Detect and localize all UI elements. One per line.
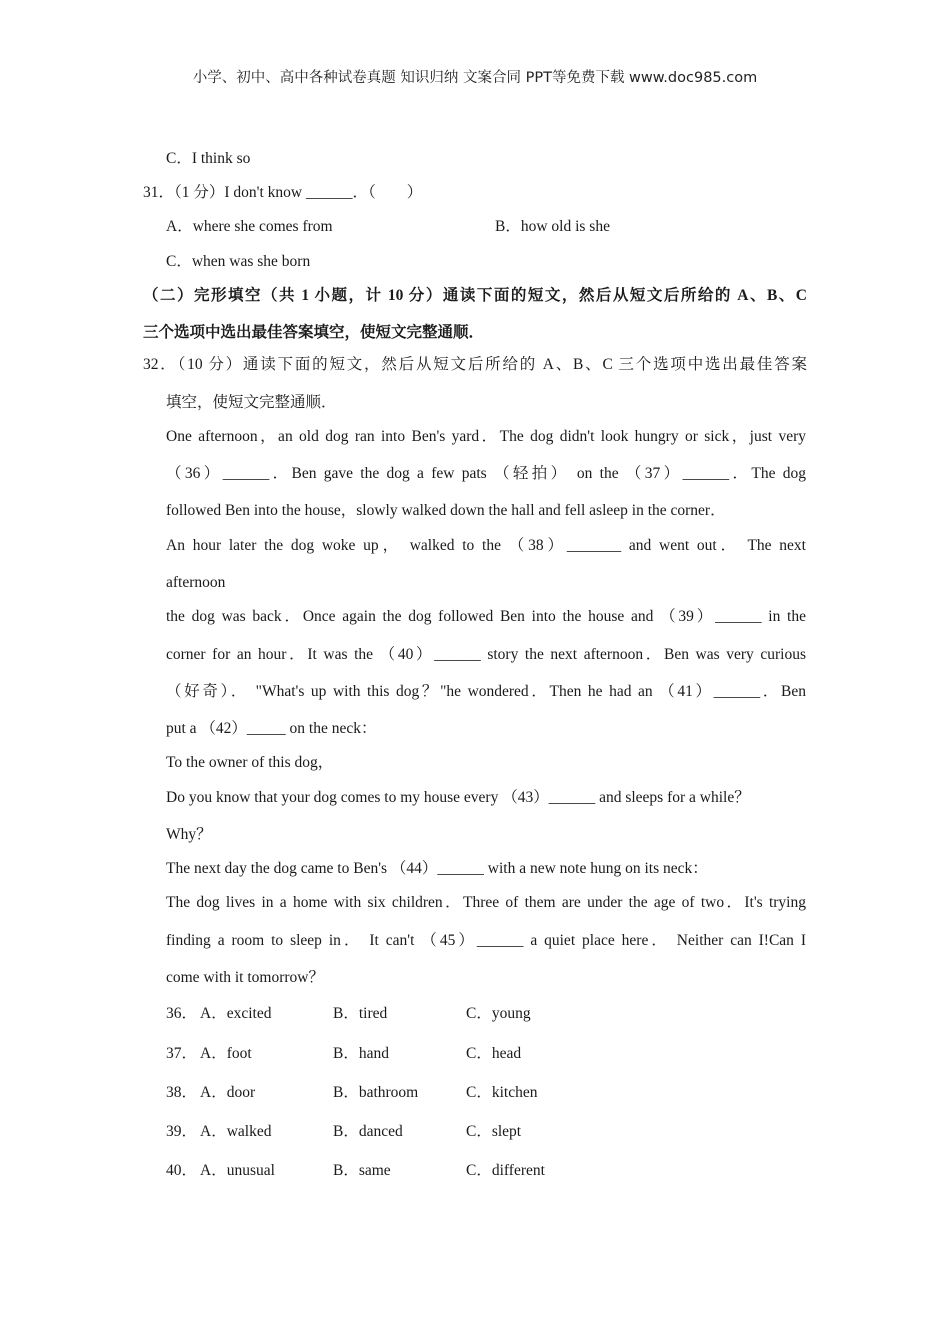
option-number: 39． (166, 1123, 198, 1140)
option-number: 36． (166, 1005, 198, 1022)
section2-heading-line1: （二）完形填空（共 1 小题，计 10 分）通读下面的短文，然后从短文后所给的 A、B、C (143, 287, 807, 304)
option-c: C．slept (466, 1123, 522, 1140)
q31-option-a: A．where she comes from (166, 218, 333, 235)
passage-line: followed Ben into the house，slowly walked down the hall and fell asleep in the corner． (166, 502, 726, 519)
q31-option-b: B．how old is she (495, 218, 610, 235)
passage-line: （36）______．Ben gave the dog a few pats （轻拍） on the （37）______．The dog (166, 465, 806, 482)
option-b: B．danced (333, 1123, 403, 1140)
option-number: 40． (166, 1162, 198, 1179)
option-b: B．bathroom (333, 1084, 419, 1101)
option-b: B．same (333, 1162, 391, 1179)
passage-line: Do you know that your dog comes to my house every （43）______ and sleeps for a while？ (166, 789, 750, 806)
page-header-banner: 小学、初中、高中各种试卷真题 知识归纳 文案合同 PPT等免费下载 www.doc985.com (192, 70, 758, 86)
passage-line: Why？ (166, 826, 212, 843)
option-number: 37． (166, 1045, 198, 1062)
passage-line: The next day the dog came to Ben's （44）______ with a new note hung on its neck： (166, 860, 708, 877)
passage-line: corner for an hour．It was the （40）______ story the next afternoon．Ben was very curious (166, 646, 806, 663)
q30-option-c: C．I think so (166, 150, 251, 167)
passage-line: afternoon (166, 574, 226, 591)
passage-line: （好奇）． "What's up with this dog？"he wondered．Then he had an （41）______．Ben (166, 683, 806, 700)
option-c: C．young (466, 1005, 531, 1022)
passage-line: put a （42）_____ on the neck： (166, 720, 377, 737)
q32-stem-line1: 32．（10 分）通读下面的短文，然后从短文后所给的 A、B、C 三个选项中选出最佳答案 (143, 356, 807, 373)
passage-line: come with it tomorrow？ (166, 969, 324, 986)
q31-option-c: C．when was she born (166, 253, 311, 270)
passage-line: The dog lives in a home with six children．Three of them are under the age of two．It's trying (166, 894, 806, 911)
section2-heading-line2: 三个选项中选出最佳答案填空，使短文完整通顺． (143, 324, 485, 341)
option-b: B．hand (333, 1045, 389, 1062)
option-a: A．unusual (200, 1162, 275, 1179)
option-c: C．different (466, 1162, 545, 1179)
option-a: A．walked (200, 1123, 272, 1140)
passage-line: An hour later the dog woke up， walked to the （38）_______ and went out． The next (166, 537, 806, 554)
q31-stem: 31．（1 分）I don't know ______．（ ） (143, 184, 423, 201)
passage-line: To the owner of this dog， (166, 754, 334, 771)
passage-line: One afternoon，an old dog ran into Ben's yard．The dog didn't look hungry or sick，just very (166, 428, 806, 445)
passage-line: finding a room to sleep in． It can't （45）______ a quiet place here． Neither can I!Can I (166, 932, 806, 949)
passage-line: the dog was back．Once again the dog followed Ben into the house and （39）______ in the (166, 608, 806, 625)
option-a: A．foot (200, 1045, 252, 1062)
option-c: C．kitchen (466, 1084, 538, 1101)
option-a: A．excited (200, 1005, 272, 1022)
q32-stem-line2: 填空，使短文完整通顺． (166, 394, 337, 411)
option-number: 38． (166, 1084, 198, 1101)
option-c: C．head (466, 1045, 522, 1062)
option-a: A．door (200, 1084, 256, 1101)
option-b: B．tired (333, 1005, 388, 1022)
